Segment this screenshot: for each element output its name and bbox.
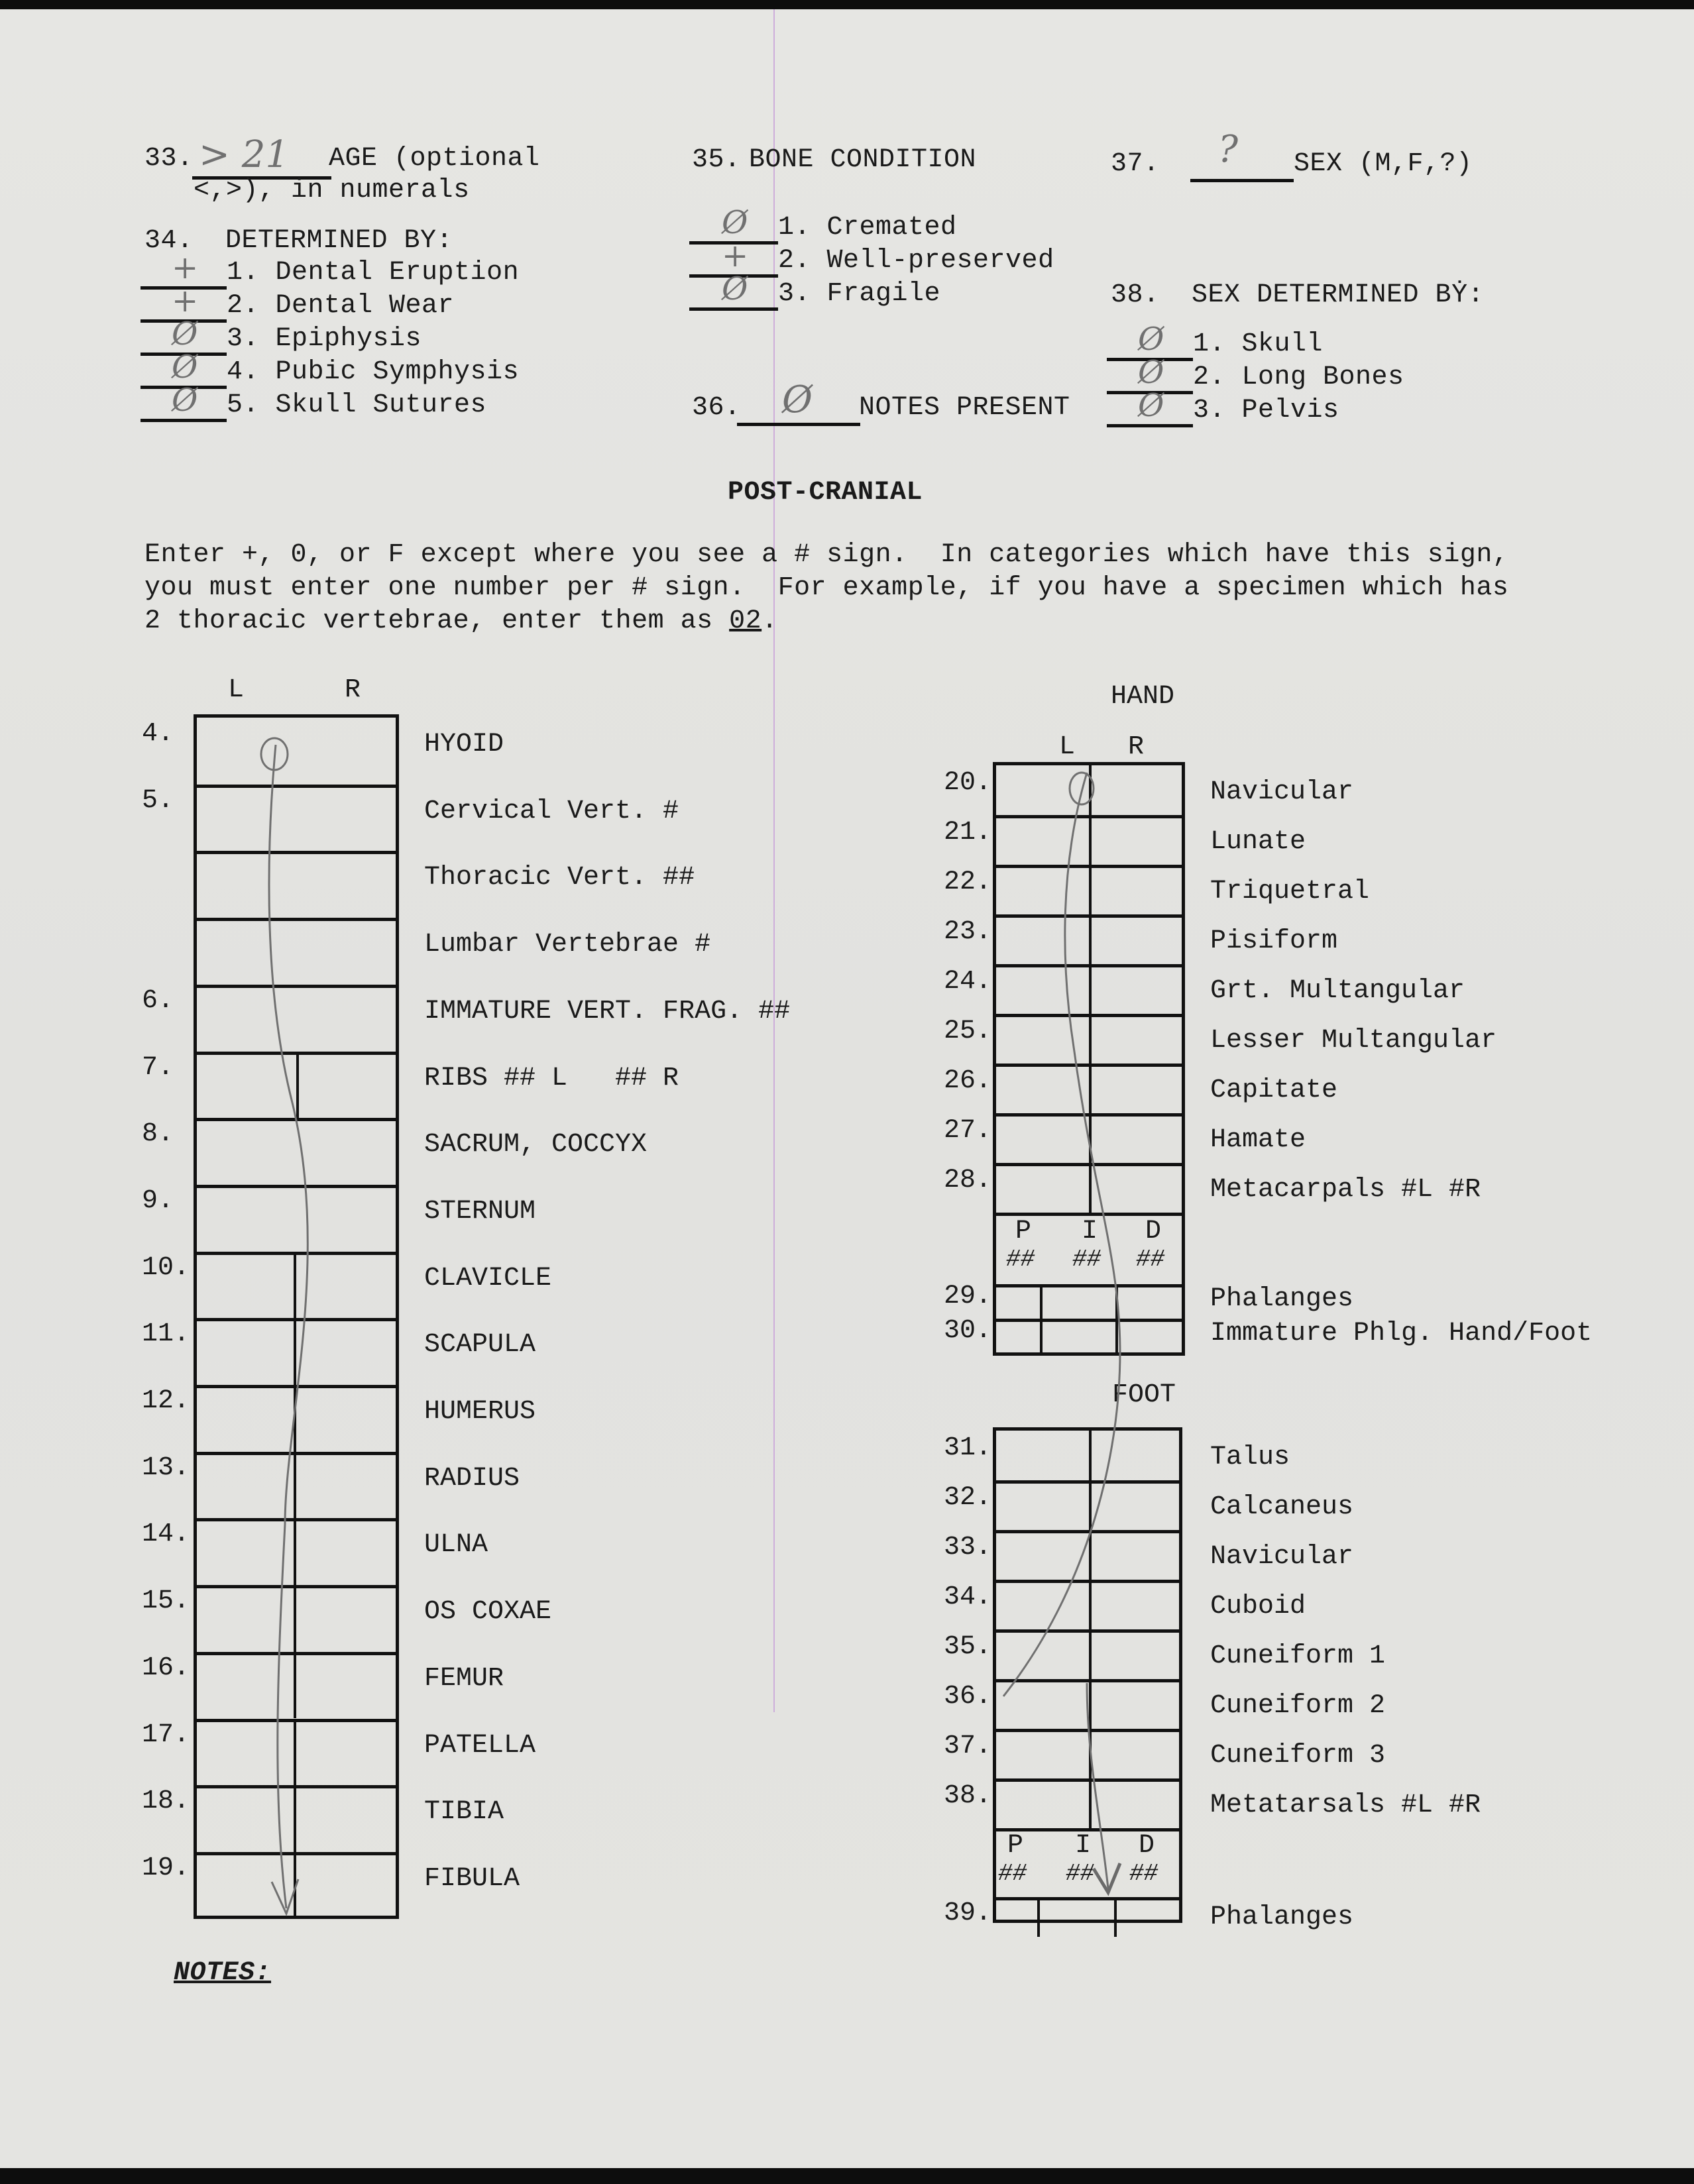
axial-row-label: TIBIA <box>424 1797 504 1828</box>
axial-cell[interactable] <box>197 921 396 985</box>
axial-row-number: 8. <box>142 1119 174 1150</box>
axial-row-number: 10. <box>142 1252 190 1283</box>
sex-number: 37. <box>1111 149 1160 179</box>
scan-edge-top <box>0 0 1694 9</box>
axial-row-number: 12. <box>142 1386 190 1416</box>
hand-title: HAND <box>1111 682 1175 712</box>
hand-cell-right[interactable] <box>1092 1067 1182 1113</box>
foot-cell-right[interactable] <box>1092 1533 1179 1580</box>
hand-phalanx-row-number: 29. <box>944 1282 992 1311</box>
foot-phalanx-col-I: I <box>1075 1831 1092 1861</box>
hand-cell-left[interactable] <box>996 868 1089 914</box>
foot-row <box>996 1629 1179 1679</box>
foot-row-label: Cuboid <box>1210 1592 1306 1621</box>
hand-cell-left[interactable] <box>996 818 1089 865</box>
hand-phalanx-row <box>996 1319 1182 1353</box>
foot-row-label: Calcaneus <box>1210 1492 1354 1522</box>
foot-row <box>996 1530 1179 1580</box>
hand-row-label: Triquetral <box>1210 877 1370 906</box>
axial-col-right: R <box>345 675 361 705</box>
hand-row <box>996 865 1182 914</box>
foot-row-number: 35. <box>944 1632 992 1662</box>
axial-row-number: 11. <box>142 1319 190 1350</box>
hand-row-number: 26. <box>944 1066 992 1096</box>
foot-cell-left[interactable] <box>996 1431 1089 1480</box>
foot-phalanx-row-label: Phalanges <box>1210 1902 1354 1932</box>
sex-method-label-2: 2. Long Bones <box>1193 362 1404 392</box>
axial-row-label: Lumbar Vertebrae # <box>424 930 711 960</box>
axial-row-number: 5. <box>142 785 174 816</box>
foot-row-number: 37. <box>944 1731 992 1761</box>
foot-row-label: Cuneiform 1 <box>1210 1641 1386 1671</box>
hand-cell-right[interactable] <box>1092 765 1182 815</box>
axial-cell-right[interactable] <box>296 1255 396 1319</box>
axial-cell-right[interactable] <box>296 1521 396 1585</box>
axial-col-left: L <box>228 675 245 705</box>
foot-row <box>996 1480 1179 1530</box>
hand-row <box>996 964 1182 1014</box>
sex-input[interactable] <box>1190 147 1294 182</box>
axial-row-label: Cervical Vert. # <box>424 796 679 826</box>
hand-row <box>996 1163 1182 1213</box>
axial-row-number: 14. <box>142 1519 190 1550</box>
sex-method-value-1: Ø <box>1138 321 1164 358</box>
axial-row-label: HYOID <box>424 730 504 759</box>
foot-phalanx-cell-i[interactable] <box>1040 1900 1114 1937</box>
hand-phalanx-row <box>996 1284 1182 1319</box>
axial-cell-left[interactable] <box>197 1521 294 1585</box>
axial-row <box>197 1518 396 1585</box>
bone-condition-label-2: 2. Well-preserved <box>778 246 1054 276</box>
axial-row-label: OS COXAE <box>424 1597 552 1627</box>
foot-cell-right[interactable] <box>1092 1583 1179 1629</box>
hand-row <box>996 1064 1182 1113</box>
axial-row-label: PATELLA <box>424 1730 536 1761</box>
hand-row-number: 27. <box>944 1116 992 1146</box>
foot-row-number: 34. <box>944 1582 992 1612</box>
foot-phalanx-col-D: D <box>1139 1831 1155 1861</box>
scan-edge-bottom <box>0 2168 1694 2184</box>
axial-row-number: 16. <box>142 1653 190 1683</box>
sex-label: SEX (M,F,?) <box>1294 149 1473 179</box>
bone-condition-title: BONE CONDITION <box>749 145 977 175</box>
axial-row-label: SACRUM, COCCYX <box>424 1130 648 1160</box>
foot-row-number: 36. <box>944 1682 992 1712</box>
instructions-line-3-text: 2 thoracic vertebrae, enter them as <box>144 606 730 636</box>
axial-row <box>197 1252 396 1319</box>
sex-method-label-1: 1. Skull <box>1193 329 1324 359</box>
hand-row-label: Hamate <box>1210 1125 1306 1155</box>
axial-row-label: FEMUR <box>424 1663 504 1694</box>
axial-row-label: SCAPULA <box>424 1330 536 1360</box>
sex-determined-number: 38. <box>1111 280 1160 310</box>
axial-row <box>197 1652 396 1719</box>
axial-row-number: 9. <box>142 1185 174 1216</box>
foot-row-label: Cuneiform 3 <box>1210 1741 1386 1771</box>
age-method-label-4: 4. Pubic Symphysis <box>227 357 520 387</box>
axial-cell-left[interactable] <box>197 1655 294 1719</box>
axial-cell-right[interactable] <box>296 1055 396 1119</box>
hand-row-number: 25. <box>944 1016 992 1046</box>
foot-phalanx-sign: ## <box>1129 1860 1158 1887</box>
hand-row-label: Capitate <box>1210 1075 1338 1105</box>
hand-phalanx-cell-i[interactable] <box>1043 1287 1115 1319</box>
hand-phalanx-sign: ## <box>1072 1246 1101 1273</box>
axial-cell[interactable] <box>197 854 396 918</box>
axial-row-number: 17. <box>142 1720 190 1750</box>
hand-phalanx-cell-d[interactable] <box>1118 1287 1182 1319</box>
axial-row <box>197 785 396 851</box>
age-method-label-1: 1. Dental Eruption <box>227 258 520 288</box>
axial-row-number: 15. <box>142 1586 190 1617</box>
age-method-label-2: 2. Dental Wear <box>227 291 455 321</box>
hand-cell-right[interactable] <box>1092 1117 1182 1163</box>
axial-row <box>197 851 396 918</box>
axial-row-label: ULNA <box>424 1530 488 1560</box>
sex-method-label-3: 3. Pelvis <box>1193 396 1339 425</box>
hand-phalanx-col-I: I <box>1082 1217 1098 1246</box>
foot-cell-left[interactable] <box>996 1782 1089 1828</box>
hand-phalanx-sign: ## <box>1006 1246 1035 1273</box>
hand-cell-right[interactable] <box>1092 1017 1182 1064</box>
foot-cell-left[interactable] <box>996 1732 1089 1778</box>
instructions-line-1: Enter +, 0, or F except where you see a # sign. In categories which have this sign, <box>144 540 1509 570</box>
axial-row <box>197 1585 396 1652</box>
age-method-label-3: 3. Epiphysis <box>227 324 422 354</box>
foot-cell-right[interactable] <box>1092 1431 1179 1480</box>
hand-row <box>996 765 1182 815</box>
age-value: > 21 <box>199 133 289 176</box>
hand-phalanx-cell-p[interactable] <box>996 1287 1040 1319</box>
axial-row <box>197 1118 396 1185</box>
foot-phalanx-cell-d[interactable] <box>1117 1900 1179 1937</box>
axial-cell-left[interactable] <box>197 1321 294 1385</box>
axial-cell-left[interactable] <box>197 1722 294 1786</box>
axial-cell[interactable] <box>197 988 396 1052</box>
sex-value: ? <box>1218 128 1239 171</box>
bone-condition-label-3: 3. Fragile <box>778 279 941 309</box>
axial-cell[interactable] <box>197 788 396 851</box>
foot-cell-left[interactable] <box>996 1533 1089 1580</box>
post-cranial-title: POST-CRANIAL <box>728 478 923 508</box>
axial-row-label: RIBS ## L ## R <box>424 1063 679 1093</box>
hand-col-left: L <box>1059 732 1076 762</box>
hand-cell-left[interactable] <box>996 1166 1089 1213</box>
hand-cell-right[interactable] <box>1092 918 1182 964</box>
hand-cell-left[interactable] <box>996 765 1089 815</box>
hand-phalanx-row-number: 30. <box>944 1316 992 1346</box>
hand-cell-right[interactable] <box>1092 868 1182 914</box>
axial-row <box>197 1318 396 1385</box>
axial-cell-right[interactable] <box>296 1388 396 1452</box>
axial-cell-left[interactable] <box>197 1388 294 1452</box>
foot-cell-right[interactable] <box>1092 1682 1179 1729</box>
axial-cell[interactable] <box>197 1121 396 1185</box>
hand-phalanx-row-label: Immature Phlg. Hand/Foot <box>1210 1319 1593 1348</box>
hand-row-number: 22. <box>944 867 992 897</box>
hand-row-number: 24. <box>944 967 992 997</box>
axial-row <box>197 1785 396 1852</box>
axial-row-number: 7. <box>142 1052 174 1083</box>
hand-row-label: Pisiform <box>1210 926 1338 956</box>
axial-cell-right[interactable] <box>296 1788 396 1852</box>
hand-row-number: 28. <box>944 1166 992 1195</box>
hand-col-right: R <box>1128 732 1145 762</box>
age-method-value-3: Ø <box>172 315 198 353</box>
hand-row-label: Grt. Multangular <box>1210 976 1465 1006</box>
axial-row <box>197 1719 396 1786</box>
axial-cell-left[interactable] <box>197 1588 294 1652</box>
age-number: 33. <box>144 144 194 174</box>
axial-row-label: STERNUM <box>424 1196 536 1227</box>
bone-condition-label-1: 1. Cremated <box>778 213 957 243</box>
foot-row-label: Navicular <box>1210 1542 1354 1572</box>
hand-phalanx-sign: ## <box>1136 1246 1165 1273</box>
determined-by-title: DETERMINED BY: <box>225 226 453 256</box>
hand-phalanx-row-label: Phalanges <box>1210 1284 1354 1314</box>
instructions-line-2: you must enter one number per # sign. For example, if you have a specimen which has <box>144 573 1509 603</box>
axial-row <box>197 1852 396 1919</box>
hand-phalanx-cell-d[interactable] <box>1118 1322 1182 1353</box>
hand-row-number: 21. <box>944 818 992 847</box>
hand-phalanx-cell-i[interactable] <box>1043 1322 1115 1353</box>
hand-cell-left[interactable] <box>996 1117 1089 1163</box>
foot-row <box>996 1431 1179 1480</box>
axial-row-number: 18. <box>142 1786 190 1817</box>
foot-cell-right[interactable] <box>1092 1732 1179 1778</box>
example-suffix: . <box>762 606 778 636</box>
foot-row-number: 33. <box>944 1533 992 1562</box>
foot-cell-right[interactable] <box>1092 1633 1179 1679</box>
foot-row <box>996 1580 1179 1629</box>
foot-cell-left[interactable] <box>996 1633 1089 1679</box>
hand-cell-left[interactable] <box>996 918 1089 964</box>
foot-row-number: 38. <box>944 1781 992 1811</box>
foot-row-label: Cuneiform 2 <box>1210 1691 1386 1721</box>
foot-row-number: 31. <box>944 1433 992 1463</box>
hand-cell-right[interactable] <box>1092 1166 1182 1213</box>
hand-phalanx-cell-p[interactable] <box>996 1322 1040 1353</box>
foot-cell-left[interactable] <box>996 1583 1089 1629</box>
foot-row <box>996 1679 1179 1729</box>
foot-row-number: 32. <box>944 1483 992 1513</box>
axial-row <box>197 985 396 1052</box>
age-method-value-2: + <box>172 282 199 319</box>
notes-present-value: Ø <box>782 378 813 421</box>
axial-cell[interactable] <box>197 1188 396 1252</box>
hand-row-label: Lesser Multangular <box>1210 1026 1497 1056</box>
hand-row <box>996 815 1182 865</box>
axial-cell-right[interactable] <box>296 1722 396 1786</box>
hand-row <box>996 1014 1182 1064</box>
axial-cell-right[interactable] <box>296 1855 396 1919</box>
axial-row-label: FIBULA <box>424 1863 520 1894</box>
hand-row-label: Navicular <box>1210 777 1354 807</box>
foot-row-label: Talus <box>1210 1443 1290 1472</box>
axial-row <box>197 918 396 985</box>
axial-row-label: HUMERUS <box>424 1397 536 1427</box>
age-method-value-1: + <box>172 249 199 286</box>
axial-row-label: IMMATURE VERT. FRAG. ## <box>424 996 791 1026</box>
axial-row <box>197 1452 396 1519</box>
hand-row <box>996 914 1182 964</box>
axial-row-label: CLAVICLE <box>424 1263 552 1293</box>
foot-cell-right[interactable] <box>1092 1782 1179 1828</box>
hand-row-number: 20. <box>944 768 992 798</box>
hand-cell-left[interactable] <box>996 967 1089 1014</box>
foot-cell-left[interactable] <box>996 1484 1089 1530</box>
hand-cell-left[interactable] <box>996 1017 1089 1064</box>
axial-row-number: 6. <box>142 985 174 1016</box>
age-label: AGE (optional <box>329 144 540 174</box>
axial-row <box>197 718 396 785</box>
age-method-value-5: Ø <box>172 382 198 419</box>
axial-cell[interactable] <box>197 718 396 785</box>
hand-row-label: Metacarpals #L #R <box>1210 1175 1481 1205</box>
bone-condition-value-3: Ø <box>722 270 748 307</box>
notes-label: NOTES: <box>174 1958 272 1988</box>
axial-row-number: 13. <box>142 1452 190 1483</box>
foot-title: FOOT <box>1112 1380 1176 1410</box>
hand-phalanx-col-P: P <box>1015 1217 1032 1246</box>
foot-phalanx-cell-p[interactable] <box>996 1900 1037 1937</box>
age-label-2: <,>), in numerals <box>194 176 470 205</box>
hand-cell-right[interactable] <box>1092 967 1182 1014</box>
axial-row <box>197 1185 396 1252</box>
axial-cell-right[interactable] <box>296 1455 396 1519</box>
axial-cell-left[interactable] <box>197 1455 294 1519</box>
example-value: 02 <box>729 606 762 636</box>
axial-cell-left[interactable] <box>197 1788 294 1852</box>
axial-cell-right[interactable] <box>296 1321 396 1385</box>
axial-cell-left[interactable] <box>197 1855 294 1919</box>
instructions-line-3 <box>144 606 778 637</box>
sex-determined-title: SEX DETERMINED BẎ: <box>1192 280 1485 310</box>
bone-condition-value-1: Ø <box>722 204 748 241</box>
determined-by-number: 34. <box>144 226 194 256</box>
axial-row <box>197 1385 396 1452</box>
foot-phalanx-sign: ## <box>998 1860 1027 1887</box>
sex-method-value-2: Ø <box>1138 354 1164 391</box>
foot-cell-right[interactable] <box>1092 1484 1179 1530</box>
foot-row <box>996 1778 1179 1828</box>
axial-cell-right[interactable] <box>296 1655 396 1719</box>
hand-row-label: Lunate <box>1210 827 1306 857</box>
foot-phalanx-sign: ## <box>1066 1860 1095 1887</box>
axial-table <box>194 714 399 1919</box>
foot-row <box>996 1729 1179 1778</box>
axial-row-number: 19. <box>142 1853 190 1883</box>
sex-method-value-3: Ø <box>1138 387 1164 424</box>
hand-row <box>996 1113 1182 1163</box>
hand-row-number: 23. <box>944 917 992 947</box>
axial-cell-left[interactable] <box>197 1055 294 1119</box>
axial-row-number: 4. <box>142 719 174 749</box>
hand-cell-right[interactable] <box>1092 818 1182 865</box>
axial-row-label: Thoracic Vert. ## <box>424 863 695 893</box>
axial-row <box>197 1052 396 1119</box>
hand-phalanx-col-D: D <box>1145 1217 1162 1246</box>
foot-phalanx-row-number: 39. <box>944 1898 992 1928</box>
axial-row-label: RADIUS <box>424 1463 520 1494</box>
age-method-label-5: 5. Skull Sutures <box>227 390 487 420</box>
foot-phalanx-col-P: P <box>1007 1831 1024 1861</box>
foot-phalanx-row <box>996 1897 1179 1937</box>
bone-condition-value-2: + <box>722 237 749 274</box>
foot-row-label: Metatarsals #L #R <box>1210 1790 1481 1820</box>
axial-cell-right[interactable] <box>296 1588 396 1652</box>
hand-cell-left[interactable] <box>996 1067 1089 1113</box>
notes-present-label: NOTES PRESENT <box>859 393 1070 423</box>
notes-present-number: 36. <box>692 393 741 423</box>
bone-condition-number: 35. <box>692 145 741 175</box>
foot-cell-left[interactable] <box>996 1682 1089 1729</box>
axial-cell-left[interactable] <box>197 1255 294 1319</box>
age-method-value-4: Ø <box>172 349 198 386</box>
